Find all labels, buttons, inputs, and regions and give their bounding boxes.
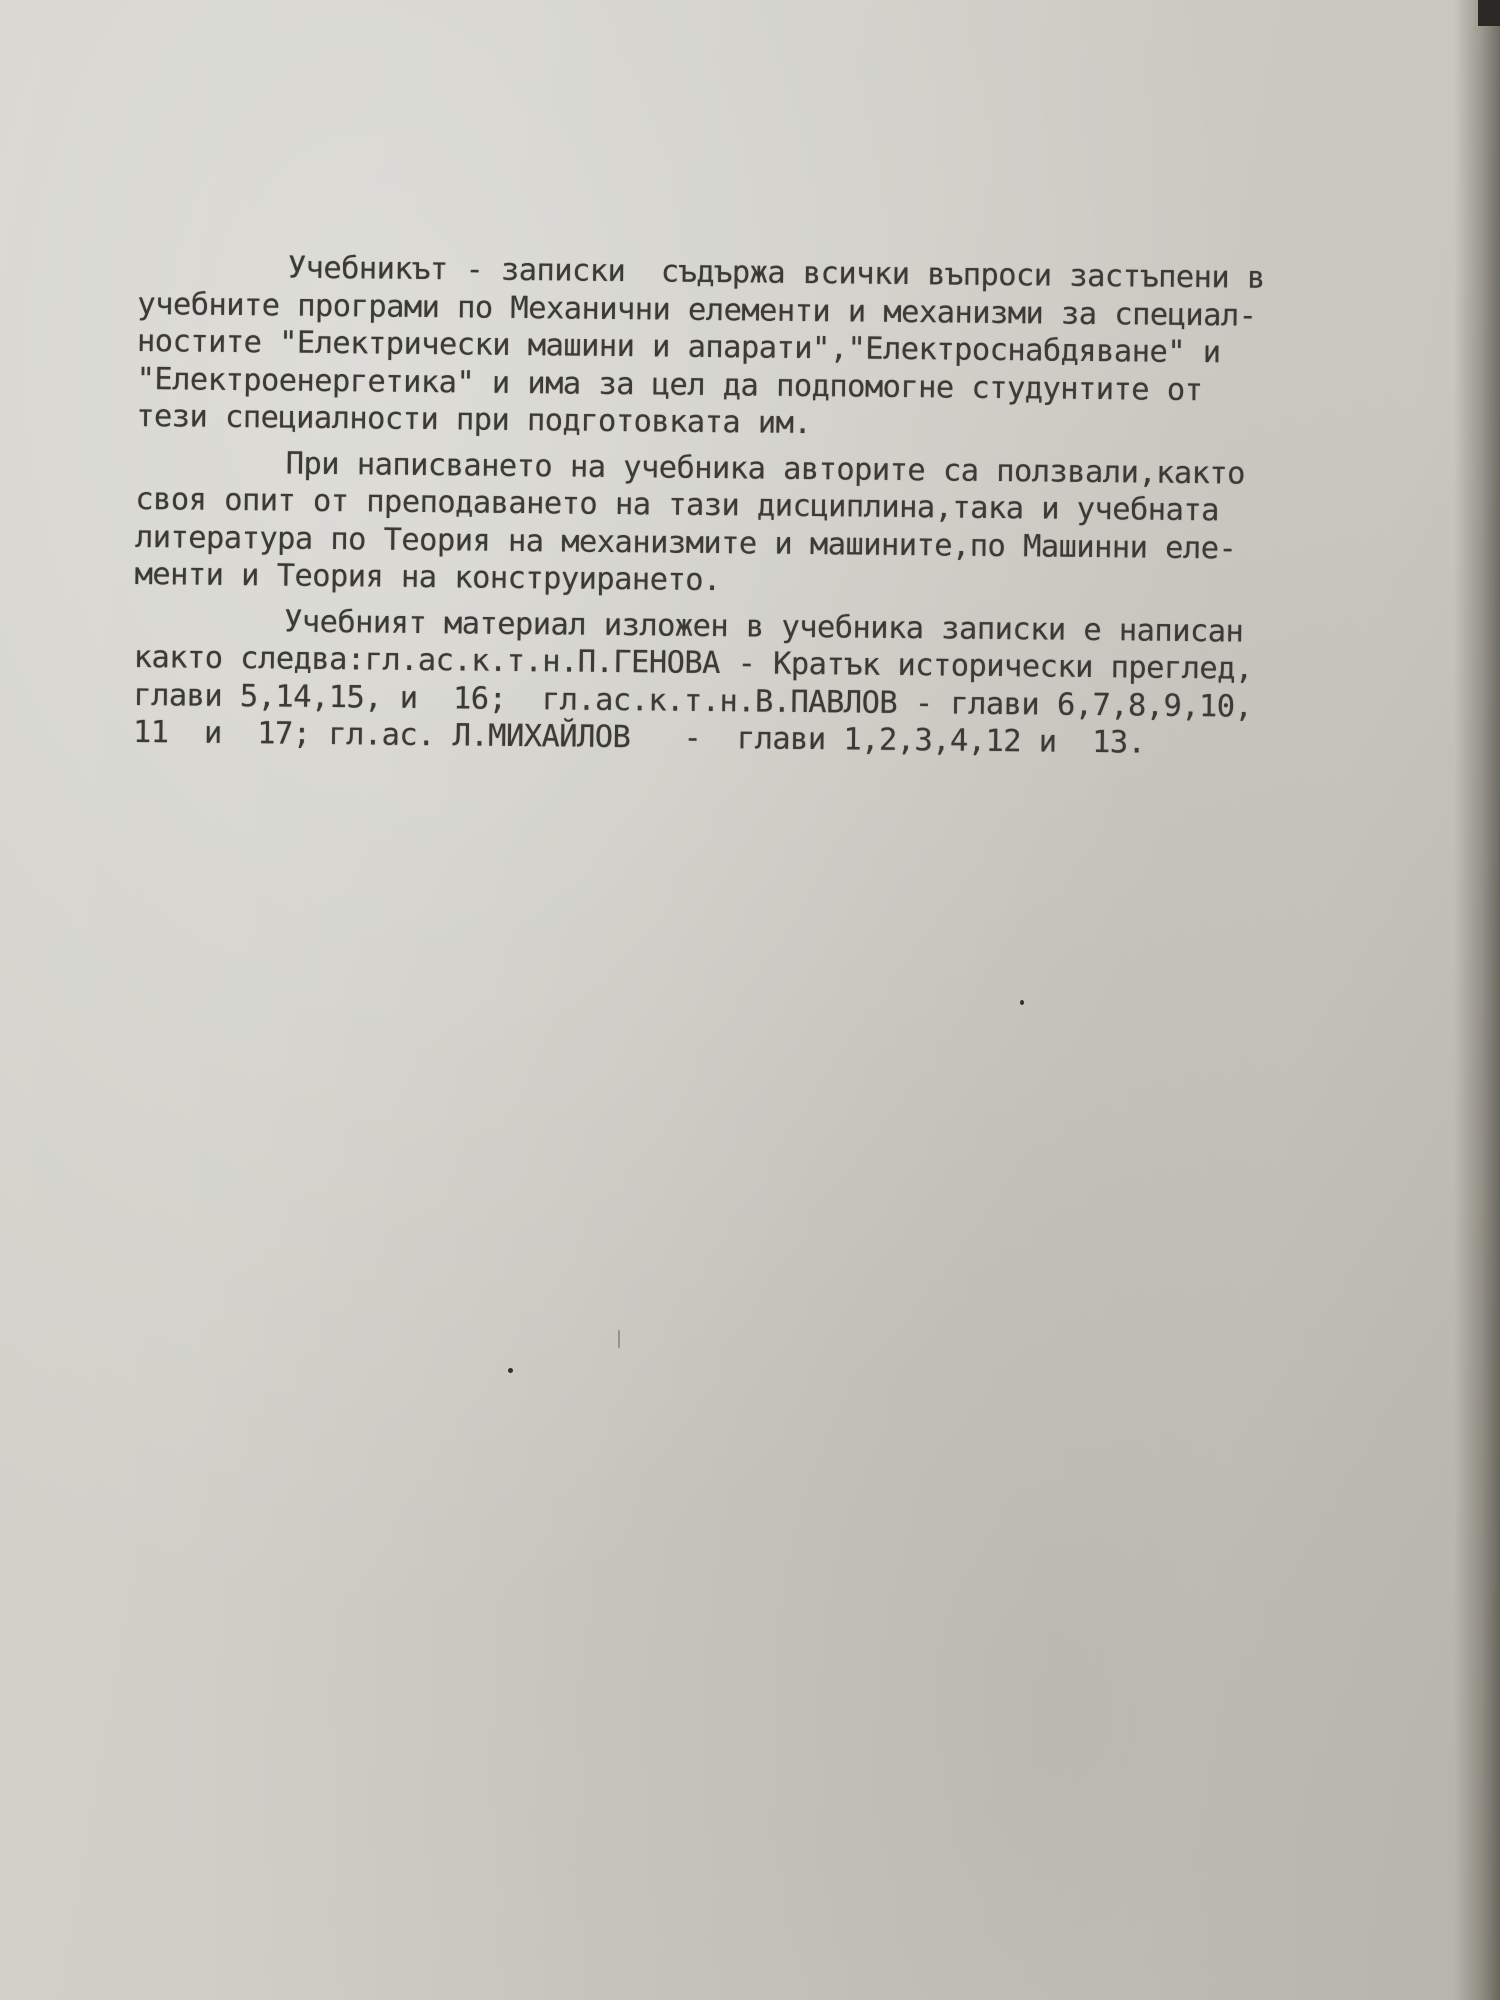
- text-line: Учебникът - записки съдържа всички въпроси застъпени в: [287, 250, 1265, 296]
- text-line: учебните програми по Механични елементи и механизми за специал-: [137, 286, 1257, 334]
- typed-text-block: [133, 248, 1418, 773]
- ink-speck: [618, 1330, 620, 1348]
- text-line: литература по Теория на механизмите и машините,по Машинни еле-: [134, 519, 1237, 567]
- text-line: 11 и 17; гл.ас. Л.МИХАЙЛОВ - глави 1,2,3,4,12 и 13.: [132, 714, 1146, 761]
- text-line: Учебният материал изложен в учебника записки е написан: [283, 604, 1244, 650]
- text-line: "Електроенергетика" и има за цел да подпомогне студунтите от: [136, 361, 1203, 408]
- text-line: тези специалности при подготовката им.: [136, 398, 812, 442]
- text-line: глави 5,14,15, и 16; гл.ас.к.т.н.В.ПАВЛОВ - глави 6,7,8,9,10,: [133, 677, 1253, 725]
- text-line: менти и Теория на конструирането.: [134, 556, 721, 599]
- paragraph-1: [136, 248, 1418, 449]
- paragraph-2: [134, 443, 1416, 606]
- page-corner: [1478, 0, 1500, 26]
- text-line: При написването на учебника авторите са ползвали,както: [285, 446, 1246, 492]
- text-line: както следва:гл.ас.к.т.н.П.ГЕНОВА - Кратък исторически преглед,: [133, 639, 1253, 687]
- paragraph-3: [133, 601, 1415, 764]
- text-line: своя опит от преподаването на тази дисциплина,така и учебната: [135, 481, 1220, 529]
- ink-speck: [1020, 1000, 1024, 1005]
- page-edge-shadow: [1454, 0, 1500, 2000]
- text-line: ностите "Електрически машини и апарати","Електроснабдяване" и: [136, 323, 1221, 371]
- ink-speck: [508, 1368, 513, 1373]
